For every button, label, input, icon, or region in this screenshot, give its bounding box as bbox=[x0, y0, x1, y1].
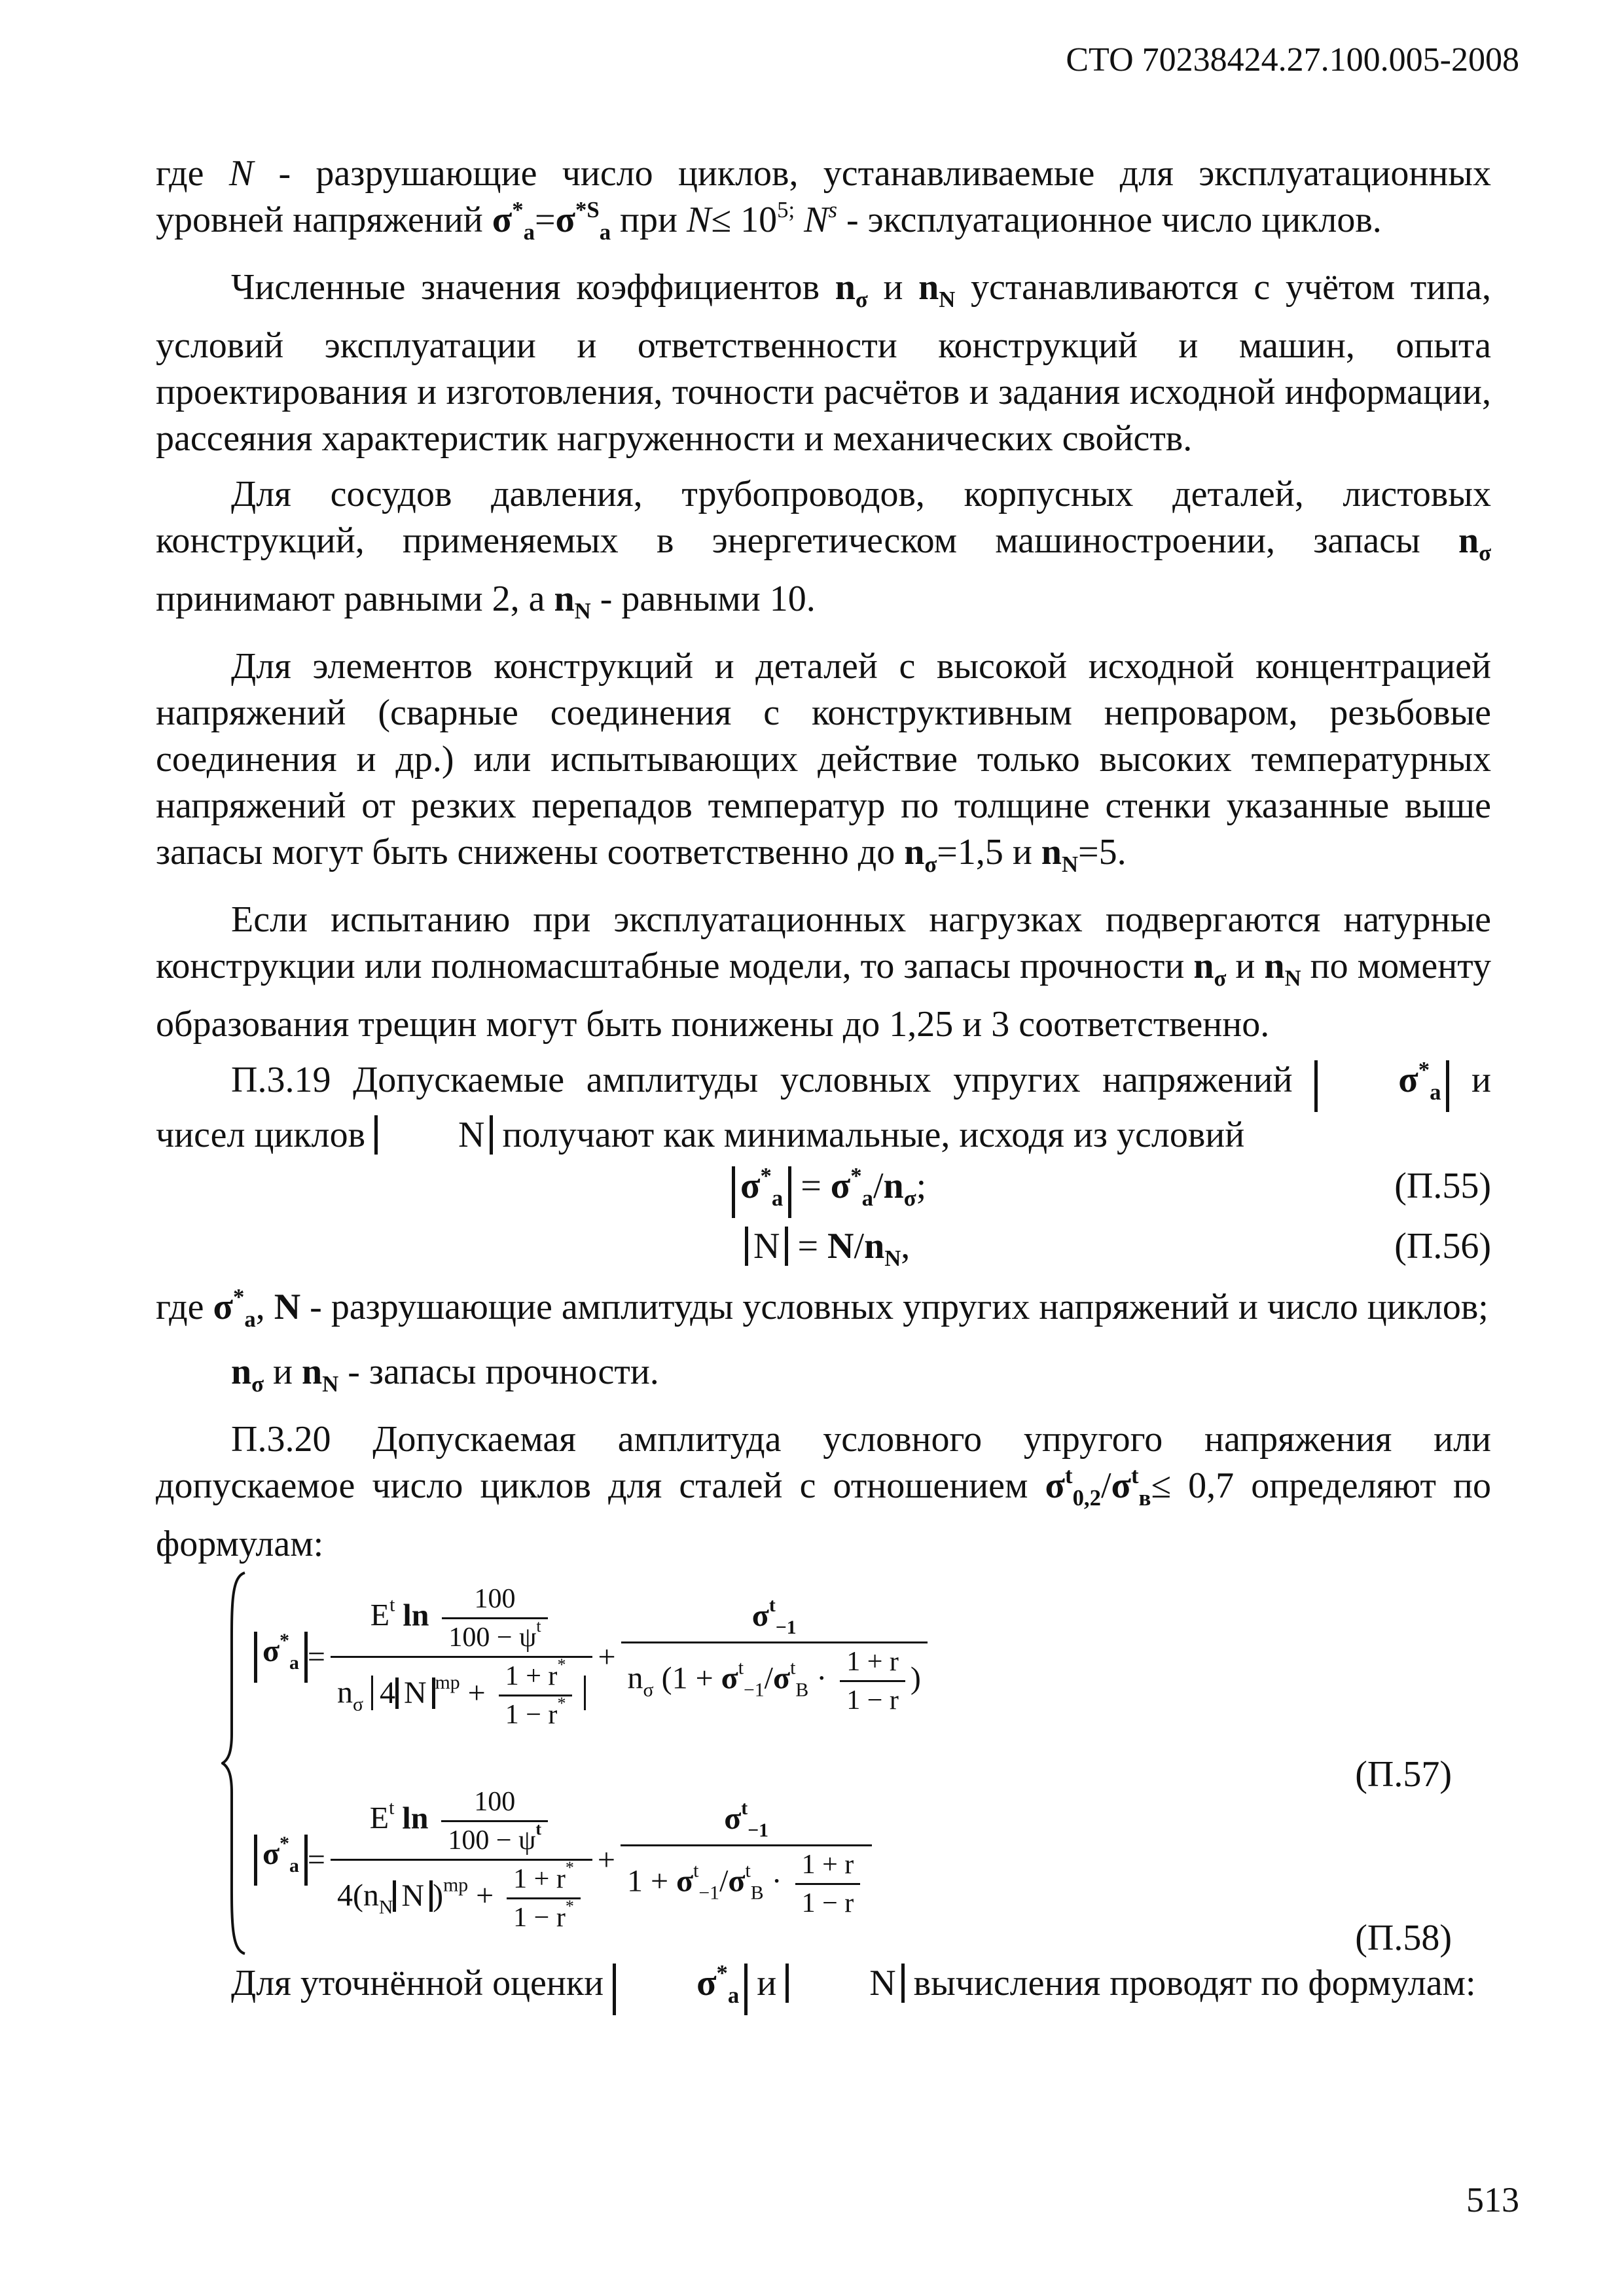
document-id-header: СТО 70238424.27.100.005-2008 bbox=[1066, 41, 1519, 79]
page-number: 513 bbox=[1466, 2180, 1519, 2219]
equation-number-p58: (П.58) bbox=[1355, 1918, 1452, 1958]
paragraph-definition-N: где N - разрушающие число циклов, устанавливаемые для эксплуатационных уровней напряжений $\sigma^*_a=\sigma^{*S}_a$ при $N\le 10^{5;}$ $N^s$ - эксплуатационное число циклов. bbox=[156, 153, 1491, 245]
paragraph-where-sigma-N: где $\sigma^*_a$, N - разрушающие амплитуды условных упругих напряжений и число циклов; bbox=[156, 1284, 1489, 1332]
paragraph-refined-estimate: Для уточнённой оценки $\sigma^*_a$ и N вычисления проводят по формулам: bbox=[156, 1960, 1491, 2015]
bracket-sigma-a-star: $\sigma^*_a$ bbox=[1314, 1060, 1449, 1112]
bracket-N: N bbox=[374, 1115, 493, 1155]
sigma-a-star-S: $\sigma^{*S}_a$ bbox=[555, 197, 611, 245]
paragraph-full-scale-tests: Если испытанию при эксплуатационных нагрузках подвергаются натурные конструкции или полномасштабные модели, то запасы прочности $n_\sigma$ и $n_N$ по моменту образования трещин могут быть понижены до 1,25 и 3 соответственно. bbox=[156, 899, 1491, 1045]
paragraph-welded-joints: Для элементов конструкций и деталей с высокой исходной концентрацией напряжений (сварные соединения с конструктивным непроваром, резьбовые соединения и др.) или испытывающих действие только высоких температурных напряжений от резких перепадов температур по толщине стенки указанные выше запасы могут быть снижены соответственно до $n_\sigma=1,5$ и $n_N=5$. bbox=[156, 646, 1491, 877]
sigma-a-star: $\sigma^*_a$ bbox=[492, 197, 535, 245]
left-brace bbox=[221, 1570, 247, 1956]
equation-number-p55: (П.55) bbox=[1394, 1166, 1491, 1206]
equation-number-p57: (П.57) bbox=[1355, 1754, 1452, 1795]
main-text bbox=[156, 151, 1491, 2015]
paragraph-section-3-19: П.3.19 Допускаемые амплитуды условных упругих напряжений $\sigma^*_a$ и чисел циклов N получают как минимальные, исходя из условий bbox=[156, 1057, 1492, 1155]
formula-p58: $\sigma^*_a$ = $E^t$ ln $\frac{100}{100 - \psi^t}$ $4(n_N$ N )$^{mp}$ + $\frac{1 + r^*}{1 - r^*}$ + $\sigma^t_{-1}$ $1 + \sigma^t_{-1}/\sigma^t_B$ · $\frac{1 + r}{1 - r}$ bbox=[254, 1786, 877, 1933]
paragraph-pressure-vessels: Для сосудов давления, трубопроводов, корпусных деталей, листовых конструкций, применяемых в энергетическом машиностроении, запасы $n_\sigma$ принимают равными 2, а $n_N$ - равными 10. bbox=[156, 474, 1491, 624]
paragraph-safety-factors: $n_\sigma$ и $n_N$ - запасы прочности. bbox=[231, 1352, 659, 1397]
paragraph-section-3-20: П.3.20 Допускаемая амплитуда условного упругого напряжения или допускаемое число циклов для сталей с отношением $\sigma^t_{0,2}/\sigma^t_в\le 0,7$ определяют по формулам: bbox=[156, 1419, 1491, 1564]
formula-system-p57-p58 bbox=[156, 1570, 1491, 1956]
n-sigma: $n_\sigma$ bbox=[835, 267, 868, 312]
equation-p56: $N = N/n_N$, (П.56) bbox=[156, 1219, 1491, 1279]
equation-p55: $\sigma^*_a = \sigma^*_a/n_\sigma$; (П.55) bbox=[156, 1158, 1491, 1219]
paragraph-coefficients: Численные значения коэффициентов $n_\sigma$ и $n_N$ устанавливаются с учётом типа, условий эксплуатации и ответственности конструкций и машин, опыта проектирования и изготовления, точности расчётов и задания исходной информации, рассеяния характеристик нагруженности и механических свойств. bbox=[156, 267, 1492, 459]
equation-number-p56: (П.56) bbox=[1394, 1226, 1491, 1266]
n-N: $n_N$ bbox=[918, 267, 956, 312]
formula-p57: $\sigma^*_a$ = $E^t$ ln $\frac{100}{100 - \psi^t}$ $n_\sigma$ 4 N $^{mp}$ + $\frac{1 + r^*}{1 - r^*}$ + $\sigma^t_{-1}$ $n_\sigma$ ($1 + \sigma^t_{-1}/\sigma^t_B$ · $\frac{1 + r}{1 - r}$ ) bbox=[254, 1583, 933, 1731]
